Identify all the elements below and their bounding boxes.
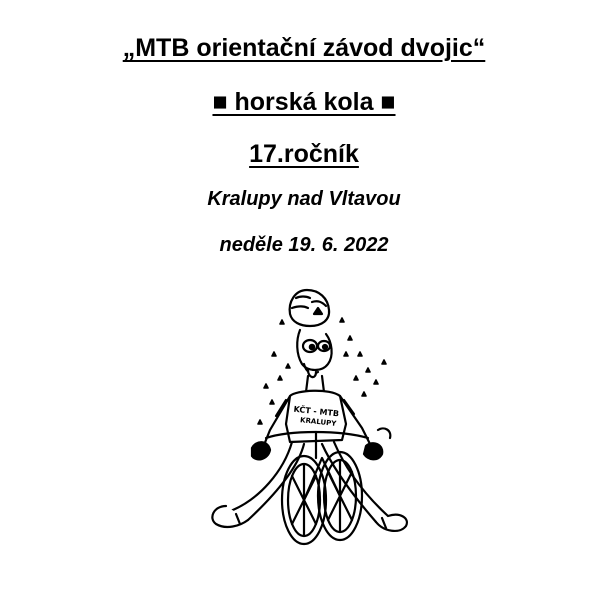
jersey-text-line2: KRALUPY bbox=[299, 416, 337, 428]
rider-head bbox=[297, 330, 331, 377]
event-date: neděle 19. 6. 2022 bbox=[219, 234, 389, 256]
helmet bbox=[290, 290, 329, 326]
jersey-text-line1: KČT - MTB bbox=[293, 404, 340, 419]
event-location: Kralupy nad Vltavou bbox=[207, 188, 401, 210]
event-subtitle: ■ horská kola ■ bbox=[212, 88, 396, 116]
event-title: „MTB orientační závod dvojic“ bbox=[122, 34, 486, 62]
bike-handlebar bbox=[266, 432, 368, 458]
event-edition: 17.ročník bbox=[249, 140, 359, 168]
cyclist-illustration bbox=[200, 280, 420, 550]
